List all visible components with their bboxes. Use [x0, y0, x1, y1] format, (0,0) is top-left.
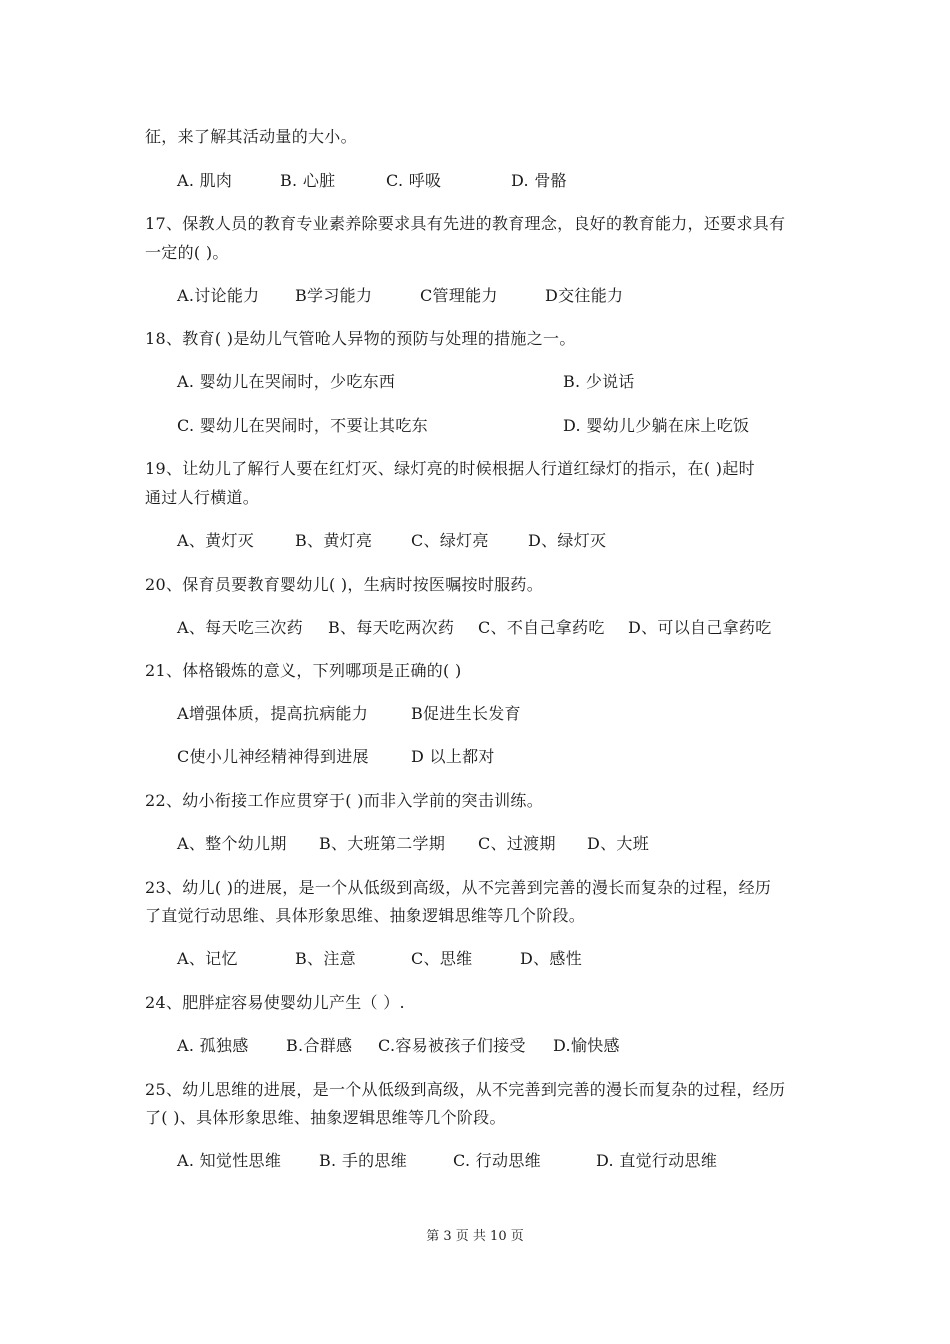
option-b: B、黄灯亮 — [295, 531, 373, 550]
option-d: D、大班 — [587, 834, 650, 853]
question-21-line-1: 21、体格锻炼的意义，下列哪项是正确的( ) — [145, 661, 462, 680]
option-c: C.容易被孩子们接受 — [378, 1036, 526, 1055]
option-d: D. 骨骼 — [511, 171, 567, 190]
option-a: A. 婴幼儿在哭闹时，少吃东西 — [177, 372, 396, 391]
option-d: D. 直觉行动思维 — [596, 1151, 718, 1170]
option-b: B促进生长发育 — [411, 704, 521, 723]
option-c: C. 行动思维 — [453, 1151, 541, 1170]
question-23-line-2: 了直觉行动思维、具体形象思维、抽象逻辑思维等几个阶段。 — [145, 906, 586, 925]
option-d: D、感性 — [520, 949, 583, 968]
option-c: C管理能力 — [420, 286, 498, 305]
option-c: C、绿灯亮 — [411, 531, 489, 550]
question-20-line-1: 20、保育员要教育婴幼儿( )，生病时按医嘱按时服药。 — [145, 575, 544, 594]
option-b: B学习能力 — [295, 286, 373, 305]
option-c: C、思维 — [411, 949, 473, 968]
question-22-line-1: 22、幼小衔接工作应贯穿于( )而非入学前的突击训练。 — [145, 791, 544, 810]
option-d: D、可以自己拿药吃 — [628, 618, 772, 637]
option-a: A增强体质，提高抗病能力 — [177, 704, 369, 723]
option-b: B.合群感 — [286, 1036, 353, 1055]
option-c: C、过渡期 — [478, 834, 556, 853]
option-b: B、大班第二学期 — [319, 834, 446, 853]
option-c: C. 呼吸 — [386, 171, 442, 190]
option-d: D.愉快感 — [553, 1036, 620, 1055]
option-a: A. 孤独感 — [177, 1036, 249, 1055]
option-d: D交往能力 — [545, 286, 624, 305]
option-a: A. 知觉性思维 — [177, 1151, 282, 1170]
question-18-line-1: 18、教育( )是幼儿气管呛人异物的预防与处理的措施之一。 — [145, 329, 576, 348]
page-number: 第 3 页 共 10 页 — [426, 1229, 524, 1244]
option-b: B. 少说话 — [563, 372, 635, 391]
option-b: B. 心脏 — [280, 171, 336, 190]
option-d: D. 婴幼儿少躺在床上吃饭 — [563, 416, 750, 435]
question-23-line-1: 23、幼儿( )的进展，是一个从低级到高级，从不完善到完善的漫长而复杂的过程，经历 — [145, 878, 772, 897]
option-a: A、整个幼儿期 — [177, 834, 287, 853]
option-a: A、每天吃三次药 — [177, 618, 303, 637]
question-25-line-1: 25、幼儿思维的进展，是一个从低级到高级，从不完善到完善的漫长而复杂的过程，经历 — [145, 1080, 786, 1099]
option-b: B、注意 — [295, 949, 356, 968]
question-24-line-1: 24、肥胖症容易使婴幼儿产生（ ）. — [145, 993, 405, 1012]
option-a: A、黄灯灭 — [177, 531, 255, 550]
option-b: B. 手的思维 — [319, 1151, 408, 1170]
question-25-line-2: 了( )、具体形象思维、抽象逻辑思维等几个阶段。 — [145, 1108, 506, 1127]
option-c: C. 婴幼儿在哭闹时，不要让其吃东 — [177, 416, 428, 435]
option-a: A.讨论能力 — [177, 286, 260, 305]
question-17-line-1: 17、保教人员的教育专业素养除要求具有先进的教育理念，良好的教育能力，还要求具有 — [145, 214, 786, 233]
question-text-line: 征，来了解其活动量的大小。 — [145, 127, 357, 146]
option-d: D、绿灯灭 — [528, 531, 607, 550]
option-a: A、记忆 — [177, 949, 238, 968]
option-c: C使小儿神经精神得到进展 — [177, 747, 369, 766]
option-c: C、不自己拿药吃 — [478, 618, 605, 637]
question-19-line-2: 通过人行横道。 — [145, 488, 260, 507]
question-19-line-1: 19、让幼儿了解行人要在红灯灭、绿灯亮的时候根据人行道红绿灯的指示，在( )起时 — [145, 459, 755, 478]
question-17-line-2: 一定的( )。 — [145, 243, 229, 262]
option-a: A. 肌肉 — [177, 171, 233, 190]
option-d: D 以上都对 — [411, 747, 495, 766]
option-b: B、每天吃两次药 — [328, 618, 455, 637]
